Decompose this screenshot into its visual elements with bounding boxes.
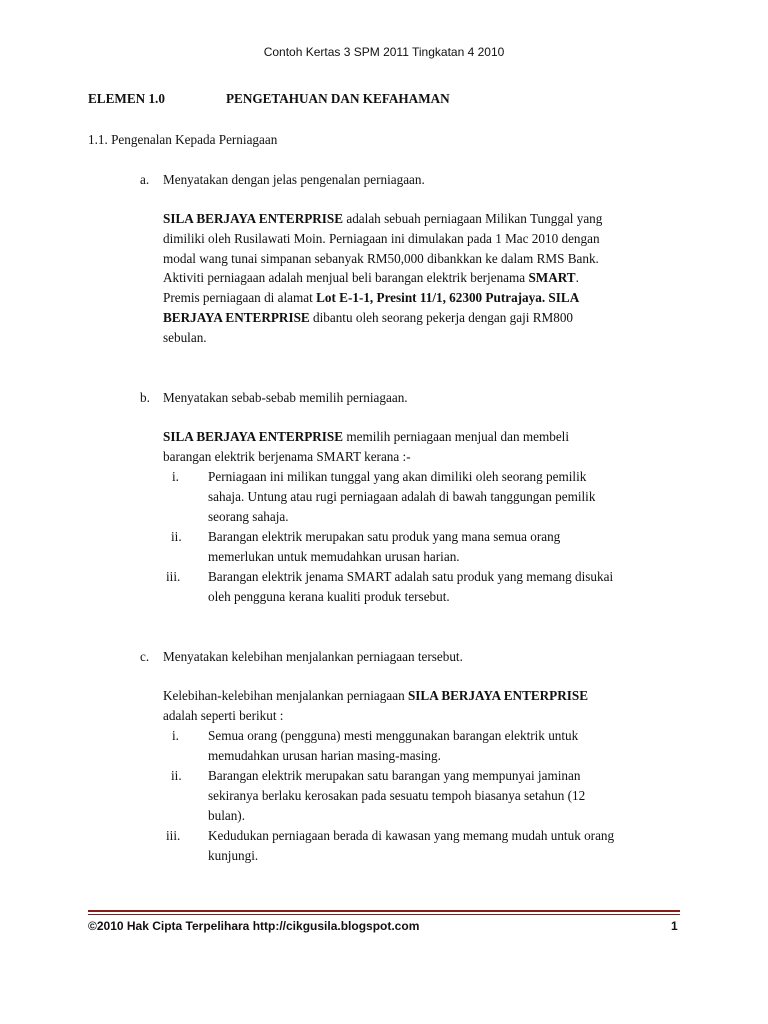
item-c-list-text: bulan). xyxy=(208,808,245,823)
item-c-intro-1: Kelebihan-kelebihan menjalankan perniagaan SILA BERJAYA ENTERPRISE xyxy=(163,688,589,703)
item-a-line-6: BERJAYA ENTERPRISE dibantu oleh seorang pekerja dengan gaji RM800 xyxy=(163,310,574,325)
footer-copyright: ©2010 Hak Cipta Terpelihara http://cikgusila.blogspot.com xyxy=(88,919,420,933)
footer-rule-thin xyxy=(88,914,680,915)
element-title: PENGETAHUAN DAN KEFAHAMAN xyxy=(226,91,450,106)
item-b-list-text: oleh pengguna kerana kualiti produk tersebut. xyxy=(208,589,450,604)
item-b-list-num: iii. xyxy=(166,569,181,584)
page-number: 1 xyxy=(671,919,678,933)
item-c-list-num: ii. xyxy=(171,768,182,783)
item-c-list-text: sekiranya berlaku kerosakan pada sesuatu tempoh biasanya setahun (12 xyxy=(208,788,586,803)
item-c-heading: Menyatakan kelebihan menjalankan perniagaan tersebut. xyxy=(163,649,463,664)
item-c-label: c. xyxy=(140,649,150,664)
item-b-heading: Menyatakan sebab-sebab memilih perniagaan. xyxy=(163,390,408,405)
item-a-heading: Menyatakan dengan jelas pengenalan perniagaan. xyxy=(163,172,425,187)
item-c-intro-2: adalah seperti berikut : xyxy=(163,708,284,723)
item-c-list-text: Kedudukan perniagaan berada di kawasan yang memang mudah untuk orang xyxy=(208,828,615,843)
item-c-list-num: iii. xyxy=(166,828,181,843)
footer-rule xyxy=(88,910,680,912)
item-b-list-text: sahaja. Untung atau rugi perniagaan adalah di bawah tanggungan pemilik xyxy=(208,489,596,504)
item-b-intro-1: SILA BERJAYA ENTERPRISE memilih perniagaan menjual dan membeli xyxy=(163,429,570,444)
section-heading: 1.1. Pengenalan Kepada Perniagaan xyxy=(88,132,278,147)
item-b-list-text: memerlukan untuk memudahkan urusan harian. xyxy=(208,549,460,564)
element-code: ELEMEN 1.0 xyxy=(88,91,165,106)
item-a-label: a. xyxy=(140,172,150,187)
item-b-list-num: ii. xyxy=(171,529,182,544)
item-b-list-num: i. xyxy=(172,469,179,484)
item-b-intro-2: barangan elektrik berjenama SMART kerana :- xyxy=(163,449,411,464)
item-a-line-1: SILA BERJAYA ENTERPRISE adalah sebuah perniagaan Milikan Tunggal yang xyxy=(163,211,603,226)
item-c-list-text: kunjungi. xyxy=(208,848,259,863)
item-b-label: b. xyxy=(140,390,150,405)
item-b-list-text: Perniagaan ini milikan tunggal yang akan dimiliki oleh seorang pemilik xyxy=(208,469,587,484)
item-c-list-num: i. xyxy=(172,728,179,743)
item-b-list-text: seorang sahaja. xyxy=(208,509,289,524)
item-b-list-text: Barangan elektrik jenama SMART adalah satu produk yang memang disukai xyxy=(208,569,614,584)
item-a-line-5: Premis perniagaan di alamat Lot E-1-1, Presint 11/1, 62300 Putrajaya. SILA xyxy=(163,290,580,305)
item-c-list-text: memudahkan urusan harian masing-masing. xyxy=(208,748,441,763)
item-b-list-text: Barangan elektrik merupakan satu produk yang mana semua orang xyxy=(208,529,561,544)
item-c-list-text: Barangan elektrik merupakan satu barangan yang mempunyai jaminan xyxy=(208,768,581,783)
item-c-list-text: Semua orang (pengguna) mesti menggunakan barangan elektrik untuk xyxy=(208,728,579,743)
item-a-line-7: sebulan. xyxy=(163,330,207,345)
item-a-line-3: modal wang tunai simpanan sebanyak RM50,000 dibankkan ke dalam RMS Bank. xyxy=(163,251,599,266)
page-header: Contoh Kertas 3 SPM 2011 Tingkatan 4 2010 xyxy=(263,45,505,59)
item-a-line-2: dimiliki oleh Rusilawati Moin. Perniagaan ini dimulakan pada 1 Mac 2010 dengan xyxy=(163,231,600,246)
item-a-line-4: Aktiviti perniagaan adalah menjual beli barangan elektrik berjenama SMART. xyxy=(163,270,579,285)
